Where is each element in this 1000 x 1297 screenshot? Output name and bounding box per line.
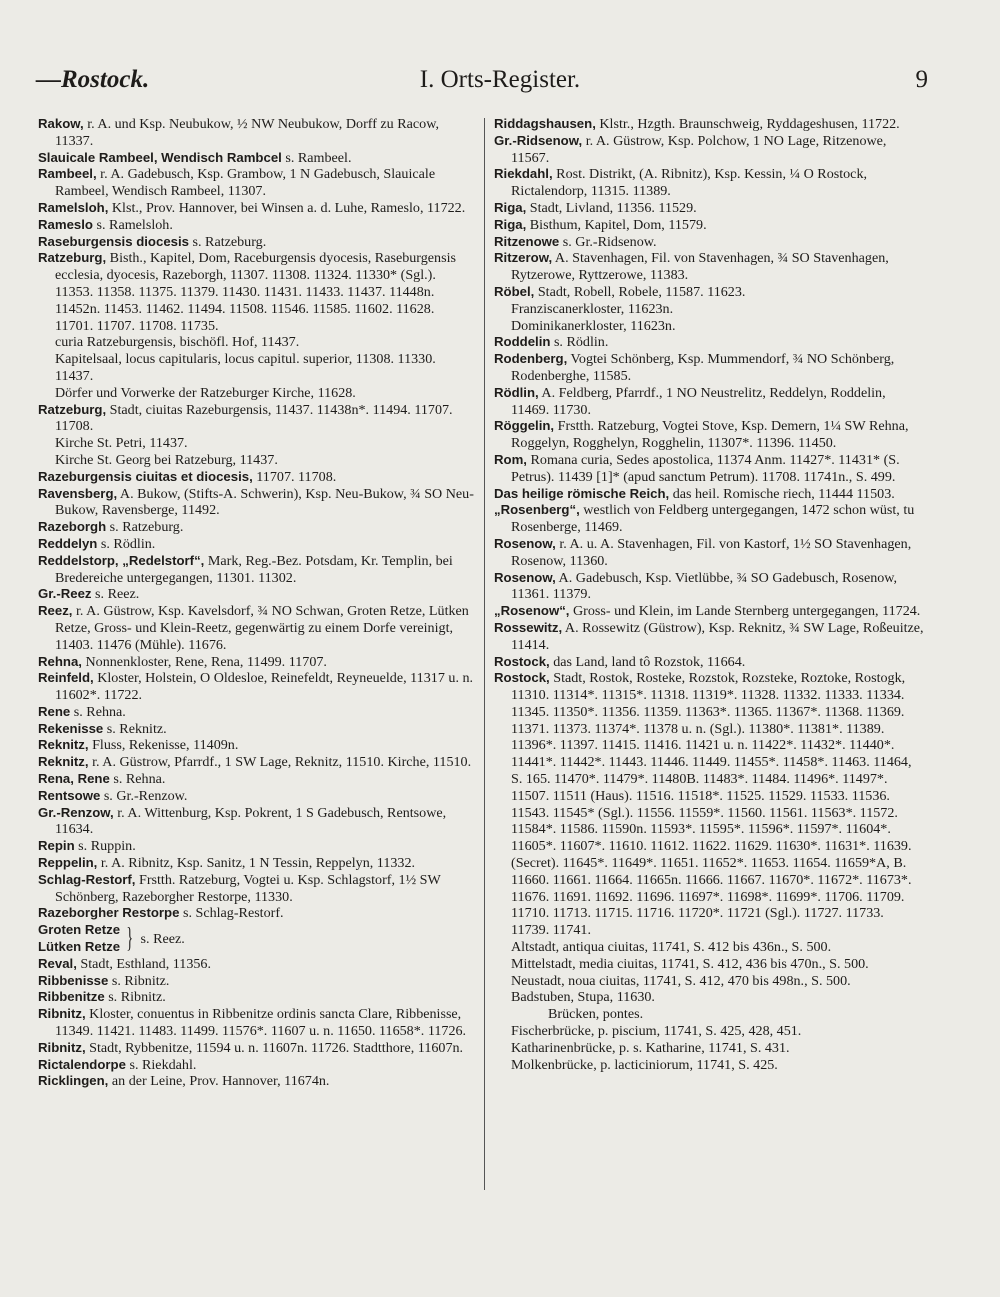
index-entry: [494, 973, 924, 990]
index-entry: [494, 133, 924, 167]
entry-text: Gross- und Klein, im Lande Sternberg untergegangen, 11724.: [569, 603, 921, 620]
entry-headword: Rekenisse: [38, 720, 104, 736]
entry-text: s. Ribnitz.: [104, 989, 166, 1006]
entry-headword: Ribbenisse: [38, 972, 109, 988]
entry-text: A. Feldberg, Pfarrdf., 1 NO Neustrelitz, Reddelyn, Roddelin, 11469. 11730.: [511, 384, 886, 418]
entry-text: Romana curia, Sedes apostolica, 11374 Anm. 11427*. 11431* (S. Petrus). 11439 [1]* (apud sanctum Petrum). 11708. 11741n., S. 499.: [511, 451, 900, 485]
entry-headword: Razeburgensis ciuitas et diocesis,: [38, 468, 253, 484]
entry-text: an der Leine, Prov. Hannover, 11674n.: [108, 1073, 330, 1090]
entry-text: Stadt, Rybbenitze, 11594 u. n. 11607n. 11726. Stadtthore, 11607n.: [85, 1039, 464, 1056]
index-entry: [494, 318, 924, 335]
index-entry: [38, 1073, 474, 1090]
entry-text: Kirche St. Petri, 11437.: [55, 435, 188, 452]
entry-headword: Ritzerow,: [494, 250, 553, 266]
entry-text: A. Stavenhagen, Fil. von Stavenhagen, ¾ SO Stavenhagen, Rytzerowe, Ryttzerowe, 11383.: [511, 250, 889, 284]
index-entry: [494, 301, 924, 318]
entry-headword: Rostock,: [494, 670, 550, 686]
index-entry: [38, 553, 474, 587]
index-entry: [494, 334, 924, 351]
entry-headword: Rictalendorpe: [38, 1056, 126, 1072]
index-entry: [38, 1057, 474, 1074]
entry-headword: Rakow,: [38, 116, 84, 131]
entry-headword: Ricklingen,: [38, 1073, 109, 1089]
index-entry: [494, 486, 924, 503]
index-entry: [38, 402, 474, 436]
entry-headword: Rena, Rene: [38, 771, 110, 787]
page-header: [0, 66, 1000, 98]
entry-text: Fluss, Rekenisse, 11409n.: [88, 737, 239, 754]
entry-headword: Gr.-Renzow,: [38, 804, 114, 820]
entry-text: das Land, land tô Rozstok, 11664.: [549, 653, 746, 670]
entry-text: r. A. Ribnitz, Ksp. Sanitz, 1 N Tessin, Reppelyn, 11332.: [97, 855, 416, 872]
entry-text: A. Rossewitz (Güstrow), Ksp. Reknitz, ¾ SW Lage, Roßeuitze, 11414.: [511, 619, 924, 653]
entry-text: Kloster, Holstein, O Oldesloe, Reinefeldt, Reyneuelde, 11317 u. n. 11602*. 11722.: [55, 670, 474, 704]
entry-text: r. A. Güstrow, Ksp. Polchow, 1 NO Lage, Ritzenowe, 11567.: [511, 132, 887, 166]
index-entry: [494, 570, 924, 604]
entry-headword: Ribnitz,: [38, 1006, 86, 1022]
entry-text: Mittelstadt, media ciuitas, 11741, S. 412, 436 bis 470n., S. 500.: [511, 955, 869, 972]
index-entry: [38, 385, 474, 402]
index-entry: [494, 284, 924, 301]
entry-text: Kapitelsaal, locus capitularis, locus capitul. superior, 11308. 11330. 11437.: [55, 351, 436, 384]
entry-text: Rost. Distrikt, (A. Ribnitz), Ksp. Kessin, ¼ O Rostock, Rictalendorp, 11315. 11389.: [511, 166, 868, 200]
index-entry: [38, 956, 474, 973]
entry-text: Frstth. Ratzeburg, Vogtei u. Ksp. Schlagstorf, 1½ SW Schönberg, Razeborgher Restorpe, 11330.: [55, 871, 441, 905]
entry-headword: Reez,: [38, 603, 73, 619]
index-entry: [494, 418, 924, 452]
index-entry: [38, 603, 474, 653]
entry-text: s. Reez.: [140, 930, 185, 947]
entry-headword: Ratzeburg,: [38, 250, 107, 266]
entry-text: Stadt, Esthland, 11356.: [76, 955, 212, 972]
entry-headword: Rodenberg,: [494, 351, 568, 367]
entry-headword: Rossewitz,: [494, 619, 563, 635]
index-entry: [38, 351, 474, 385]
index-entry: [494, 166, 924, 200]
entry-text: Brücken, pontes.: [548, 1006, 644, 1023]
index-entry: [38, 922, 474, 956]
index-entry: [494, 217, 924, 234]
index-entry: [38, 905, 474, 922]
index-entry: [494, 502, 924, 536]
entry-text: s. Reez.: [91, 586, 140, 603]
entry-headword: Rentsowe: [38, 787, 101, 803]
entry-headword: „Rosenow“,: [494, 603, 570, 619]
entry-text: Stadt, ciuitas Razeburgensis, 11437. 11438n*. 11494. 11707. 11708.: [55, 401, 453, 435]
entry-text: s. Rödlin.: [550, 334, 609, 351]
index-entry: [38, 754, 474, 771]
entry-text: A. Bukow, (Stifts-A. Schwerin), Ksp. Neu-Bukow, ¾ SO Neu-Bukow, Ravensberge, 11492.: [55, 485, 474, 519]
entry-text: westlich von Feldberg untergegangen, 1472 schon wüst, tu Rosenberge, 11469.: [511, 502, 915, 536]
entry-headword: Reval,: [38, 955, 77, 971]
entry-headword: Riekdahl,: [494, 166, 553, 182]
entry-text: das heil. Romische riech, 11444 11503.: [669, 485, 895, 502]
index-entry: [494, 1040, 924, 1057]
entry-text: Badstuben, Stupa, 11630.: [511, 989, 655, 1006]
index-entry: [494, 603, 924, 620]
entry-text: s. Reknitz.: [103, 720, 167, 737]
index-entry: [38, 334, 474, 351]
entry-headword: Rödlin,: [494, 384, 539, 400]
entry-headword: Das heilige römische Reich,: [494, 485, 670, 501]
index-entry: [38, 519, 474, 536]
index-entry: [494, 1057, 924, 1074]
entry-headword: Rene: [38, 703, 71, 719]
entry-headword: Slauicale Rambeel, Wendisch Rambcel: [38, 149, 282, 165]
index-entry: [38, 234, 474, 251]
entry-text: r. A. Güstrow, Ksp. Kavelsdorf, ¾ NO Schwan, Groten Retze, Lütken Retze, Gross- und Klein-Reetz, gegenwärtig zu einem Dorfe vereinigt, 11403. 11476 (Mühle). 11676.: [55, 603, 469, 653]
entry-headword: Razeborgh: [38, 519, 107, 535]
entry-headword: Rehna,: [38, 653, 82, 669]
index-entry: [38, 469, 474, 486]
entry-text: Dörfer und Vorwerke der Ratzeburger Kirche, 11628.: [55, 384, 356, 401]
index-entry: [38, 452, 474, 469]
entry-headword: Repin: [38, 838, 75, 854]
entry-text: A. Gadebusch, Ksp. Vietlübbe, ¾ SO Gadebusch, Rosenow, 11361. 11379.: [511, 569, 898, 603]
index-entry: [38, 989, 474, 1006]
entry-text: Nonnenkloster, Rene, Rena, 11499. 11707.: [81, 653, 327, 670]
index-entry: [38, 217, 474, 234]
entry-headword: Rambeel,: [38, 166, 97, 182]
header-center-title: I. Orts-Register.: [419, 66, 581, 93]
index-entry: [38, 805, 474, 839]
entry-headword: Ratzeburg,: [38, 401, 107, 417]
index-entry: [38, 737, 474, 754]
entry-text: s. Gr.-Ridsenow.: [559, 233, 657, 250]
brace-headwords: [38, 922, 120, 956]
entry-text: s. Ratzeburg.: [189, 233, 267, 250]
entry-headword: Reknitz,: [38, 737, 89, 753]
entry-text: Kirche St. Georg bei Ratzeburg, 11437.: [55, 451, 278, 468]
index-entry: [38, 166, 474, 200]
index-entry: [494, 989, 924, 1006]
entry-headword: Gr.-Reez: [38, 586, 92, 602]
entry-headword: Röggelin,: [494, 418, 555, 434]
entry-headword: Riga,: [494, 216, 527, 232]
index-entry: [38, 771, 474, 788]
entry-text: Bisthum, Kapitel, Dom, 11579.: [526, 216, 707, 233]
entry-text: r. A. Gadebusch, Ksp. Grambow, 1 N Gadebusch, Slauicale Rambeel, Wendisch Rambeel, 11307.: [55, 166, 436, 200]
entry-headword: Reddelyn: [38, 535, 98, 551]
entry-text: r. A. Wittenburg, Ksp. Pokrent, 1 S Gadebusch, Rentsowe, 11634.: [55, 804, 447, 838]
index-entry: [38, 788, 474, 805]
entry-text: Frstth. Ratzeburg, Vogtei Stove, Ksp. Demern, 1¼ SW Rehna, Roggelyn, Rogghelyn, Rogghelin, 11307*. 11396. 11450.: [511, 418, 909, 452]
column-divider: [484, 118, 485, 1190]
index-entry: [494, 956, 924, 973]
entry-headword: Ramelsloh,: [38, 199, 109, 215]
entry-headword: Röbel,: [494, 283, 535, 299]
entry-headword: Ribbenitze: [38, 989, 105, 1005]
entry-headword: Lütken Retze: [38, 939, 121, 955]
entry-text: s. Ratzeburg.: [106, 519, 184, 536]
entry-text: s. Gr.-Renzow.: [100, 787, 188, 804]
entry-headword: Ribnitz,: [38, 1039, 86, 1055]
entry-text: Dominikanerkloster, 11623n.: [511, 317, 676, 334]
entry-text: Katharinenbrücke, p. s. Katharine, 11741, S. 431.: [511, 1039, 790, 1056]
index-entry: [38, 704, 474, 721]
index-entry: [494, 536, 924, 570]
entry-text: Stadt, Robell, Robele, 11587. 11623.: [534, 283, 746, 300]
index-entry: [38, 200, 474, 217]
entry-text: Stadt, Livland, 11356. 11529.: [526, 199, 697, 216]
left-column: [38, 116, 474, 1090]
entry-headword: Schlag-Restorf,: [38, 871, 136, 887]
index-entry: [38, 150, 474, 167]
index-entry: [494, 234, 924, 251]
index-entry: [38, 486, 474, 520]
index-entry: [494, 1006, 924, 1023]
index-entry: [38, 586, 474, 603]
index-entry: [494, 654, 924, 671]
index-entry: [38, 872, 474, 906]
entry-text: s. Rehna.: [109, 771, 166, 788]
entry-text: s. Ramelsloh.: [92, 216, 173, 233]
entry-text: s. Rödlin.: [97, 535, 156, 552]
index-entry: [38, 838, 474, 855]
entry-text: Neustadt, noua ciuitas, 11741, S. 412, 470 bis 498n., S. 500.: [511, 972, 851, 989]
entry-headword: Reknitz,: [38, 754, 89, 770]
index-entry: [38, 435, 474, 452]
entry-text: s. Rehna.: [70, 703, 126, 720]
entry-text: Molkenbrücke, p. lacticiniorum, 11741, S. 425.: [511, 1056, 778, 1073]
index-entry: [494, 1023, 924, 1040]
entry-headword: Reinfeld,: [38, 670, 94, 686]
entry-headword: Rameslo: [38, 216, 93, 232]
right-column: [494, 116, 924, 1073]
index-entry: [38, 250, 474, 334]
entry-text: r. A. und Ksp. Neubukow, ½ NW Neubukow, Dorff zu Racow, 11337.: [55, 116, 439, 149]
index-entry: [494, 116, 924, 133]
index-entry: [494, 200, 924, 217]
entry-text: Stadt, Rostok, Rosteke, Rozstok, Rozsteke, Roztoke, Rostogk, 11310. 11314*. 11315*. 11318. 11319*. 11328. 11332. 11333. 11334. 11345. 11350*. 11356. 11359. 11363*. 11365. 11367*. 11368. 11369. 11371. 11373. 11374*. 11378 u. n. (Sgl.). 11380*. 11381*. 11389. 11396*. 11397. 11415. 11416. 11421 u. n. 11422*. 11432*. 11440*. 11441*. 11442*. 11443. 11446. 11449. 11455*. 11458*. 11463. 11464, S. 165. 11470*. 11479*. 11480B. 11483*. 11484. 11496*. 11497*. 11507. 11511 (Haus). 11516. 11518*. 11525. 11529. 11533. 11536. 11543. 11545* (Sgl.). 11556. 11559*. 11560. 11561. 11563*. 11572. 11584*. 11586. 11590n. 11593*. 11595*. 11596*. 11597*. 11604*. 11605*. 11607*. 11610. 11612. 11622. 11629. 11630*. 11631*. 11639. (Secret). 11645*. 11649*. 11651. 11652*. 11653. 11654. 11659*A, B. 11660. 11661. 11664. 11665n. 11666. 11667. 11670*. 11672*. 11673*. 11676. 11691. 11692. 11696. 11697*. 11698*. 11699*. 11706. 11709. 11710. 11713. 11715. 11716. 11720*. 11721 (Sgl.). 11727. 11733. 11739. 11741.: [511, 670, 912, 939]
entry-text: Vogtei Schönberg, Ksp. Mummendorf, ¾ NO Schönberg, Rodenberghe, 11585.: [511, 351, 895, 384]
entry-headword: Reddelstorp, „Redelstorf“,: [38, 552, 205, 568]
entry-headword: Rosenow,: [494, 569, 556, 585]
entry-text: r. A. Güstrow, Pfarrdf., 1 SW Lage, Reknitz, 11510. Kirche, 11510.: [88, 754, 472, 771]
entry-headword: Riddagshausen,: [494, 116, 596, 131]
entry-text: Klstr., Hzgth. Braunschweig, Ryddageshusen, 11722.: [595, 116, 900, 132]
entry-headword: Riga,: [494, 199, 527, 215]
entry-text: Fischerbrücke, p. piscium, 11741, S. 425, 428, 451.: [511, 1023, 802, 1040]
entry-headword: Roddelin: [494, 334, 551, 350]
entry-text: s. Schlag-Restorf.: [179, 905, 284, 922]
index-entry: [38, 116, 474, 150]
index-entry: [38, 855, 474, 872]
index-entry: [38, 654, 474, 671]
entry-text: s. Ruppin.: [74, 838, 136, 855]
brace-symbol: }: [126, 923, 134, 955]
index-entry: [38, 721, 474, 738]
page-number: 9: [915, 66, 928, 93]
entry-text: s. Rambeel.: [281, 149, 352, 166]
entry-headword: Reppelin,: [38, 855, 98, 871]
index-entry: [494, 939, 924, 956]
index-entry: [38, 670, 474, 704]
index-entry: [494, 452, 924, 486]
entry-text: 11707. 11708.: [252, 468, 337, 485]
entry-headword: Rostock,: [494, 653, 550, 669]
entry-text: Kloster, conuentus in Ribbenitze ordinis sancta Clare, Ribbenisse, 11349. 11421. 11483. 11499. 11576*. 11607 u. n. 11650. 11658*. 11726.: [55, 1006, 467, 1040]
header-left-title: —Rostock.: [36, 66, 150, 93]
index-entry: [38, 536, 474, 553]
entry-headword: Ravensberg,: [38, 485, 118, 501]
entry-text: Franziscanerkloster, 11623n.: [511, 300, 674, 317]
index-entry: [38, 973, 474, 990]
index-entry: [38, 1040, 474, 1057]
entry-headword: Rosenow,: [494, 535, 556, 551]
index-entry: [494, 351, 924, 385]
entry-text: s. Riekdahl.: [125, 1056, 197, 1073]
entry-text: r. A. u. A. Stavenhagen, Fil. von Kastorf, 1½ SO Stavenhagen, Rosenow, 11360.: [511, 535, 912, 569]
index-entry: [38, 1006, 474, 1040]
entry-text: Altstadt, antiqua ciuitas, 11741, S. 412 bis 436n., S. 500.: [511, 939, 832, 956]
entry-headword: Groten Retze: [38, 922, 121, 938]
entry-headword: Gr.-Ridsenow,: [494, 132, 583, 148]
index-entry: [494, 250, 924, 284]
entry-headword: Raseburgensis diocesis: [38, 233, 189, 249]
entry-text: curia Ratzeburgensis, bischöfl. Hof, 11437.: [55, 334, 300, 351]
entry-text: s. Ribnitz.: [108, 972, 170, 989]
index-entry: [494, 620, 924, 654]
entry-headword: Razeborgher Restorpe: [38, 905, 180, 921]
entry-text: Bisth., Kapitel, Dom, Raceburgensis dyocesis, Raseburgensis ecclesia, dyocesis, Razeborgh, 11307. 11308. 11324. 11330* (Sgl.). 11353. 11358. 11375. 11379. 11430. 11431. 11433. 11437. 11448n. 11452n. 11453. 11462. 11494. 11508. 11546. 11585. 11602. 11628. 11701. 11707. 11708. 11735.: [55, 250, 456, 334]
entry-text: Klst., Prov. Hannover, bei Winsen a. d. Luhe, Rameslo, 11722.: [108, 199, 466, 216]
entry-text: Mark, Reg.-Bez. Potsdam, Kr. Templin, bei Bredereiche untergegangen, 11301. 11302.: [55, 552, 453, 586]
entry-headword: Ritzenowe: [494, 233, 560, 249]
index-entry: [494, 385, 924, 419]
entry-headword: Rom,: [494, 451, 527, 467]
index-entry: [494, 670, 924, 939]
entry-headword: „Rosenberg“,: [494, 502, 580, 518]
